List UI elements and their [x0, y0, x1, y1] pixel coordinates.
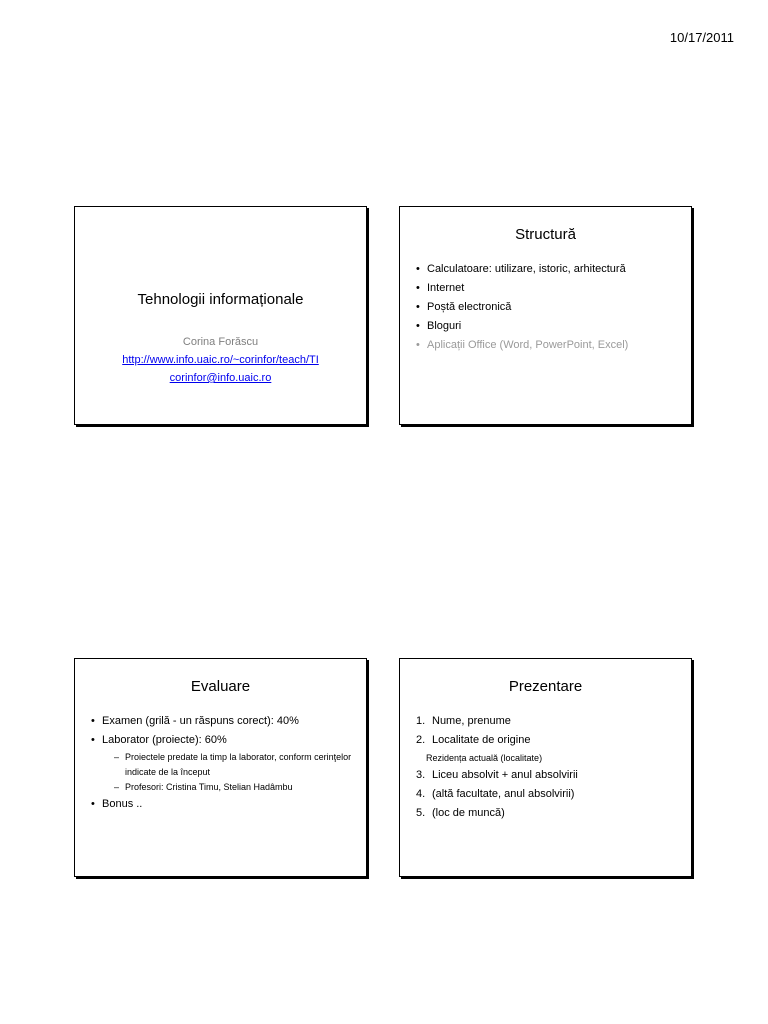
- item-number: 3.: [416, 769, 426, 781]
- item-text: (altă facultate, anul absolvirii): [432, 788, 575, 800]
- sub-list-item: – Proiectele predate la timp la laborator, conform cerinţelor indicate de la început: [114, 750, 356, 780]
- item-note: Rezidența actuală (localitate): [426, 753, 543, 763]
- page-date: 10/17/2011: [669, 30, 734, 45]
- course-url-link[interactable]: http://www.info.uaic.ro/~corinfor/teach/TI: [122, 354, 319, 366]
- list-item: • Examen (grilă - un răspuns corect): 40%: [91, 712, 356, 731]
- email-link[interactable]: corinfor@info.uaic.ro: [169, 372, 272, 384]
- item-number: 5.: [416, 807, 426, 819]
- numbered-list: [416, 712, 681, 823]
- item-number: 2.: [416, 734, 426, 746]
- author-block: [75, 333, 366, 387]
- list-item: [416, 785, 681, 804]
- item-text: Liceu absolvit + anul absolvirii: [432, 769, 578, 781]
- slide-evaluare: [74, 658, 367, 877]
- sub-list: [102, 750, 356, 795]
- item-number: 1.: [416, 715, 426, 727]
- slide-structura: [399, 206, 692, 425]
- item-text: Nume, prenume: [432, 715, 511, 727]
- item-number: 4.: [416, 788, 426, 800]
- list-item: [91, 731, 356, 795]
- slide-heading: Tehnologii informaționale: [137, 291, 304, 308]
- item-text: (loc de muncă): [432, 807, 505, 819]
- author-name: Corina Forăscu: [182, 336, 259, 348]
- bullet-list: [416, 260, 681, 355]
- list-item: • Bloguri: [416, 317, 681, 336]
- list-item: • Poștă electronică: [416, 298, 681, 317]
- slide-prezentare: [399, 658, 692, 877]
- slide-heading: Prezentare: [508, 678, 583, 695]
- list-item: • Calculatoare: utilizare, istoric, arhitectură: [416, 260, 681, 279]
- list-item: • Bonus ..: [91, 795, 356, 814]
- list-item: • Internet: [416, 279, 681, 298]
- bullet-list: [91, 712, 356, 814]
- slide-heading: Structură: [515, 226, 576, 243]
- list-item: • Aplicații Office (Word, PowerPoint, Excel): [416, 336, 681, 355]
- sub-list-item: – Profesori: Cristina Timu, Stelian Hadâmbu: [114, 780, 356, 795]
- list-item: [416, 766, 681, 785]
- slide-title: [74, 206, 367, 425]
- list-item-text: Laborator (proiecte): 60%: [102, 734, 227, 746]
- list-item: [416, 731, 681, 766]
- item-text: Localitate de origine: [432, 734, 531, 746]
- slide-heading: Evaluare: [190, 678, 251, 695]
- list-item: [416, 712, 681, 731]
- list-item: [416, 804, 681, 823]
